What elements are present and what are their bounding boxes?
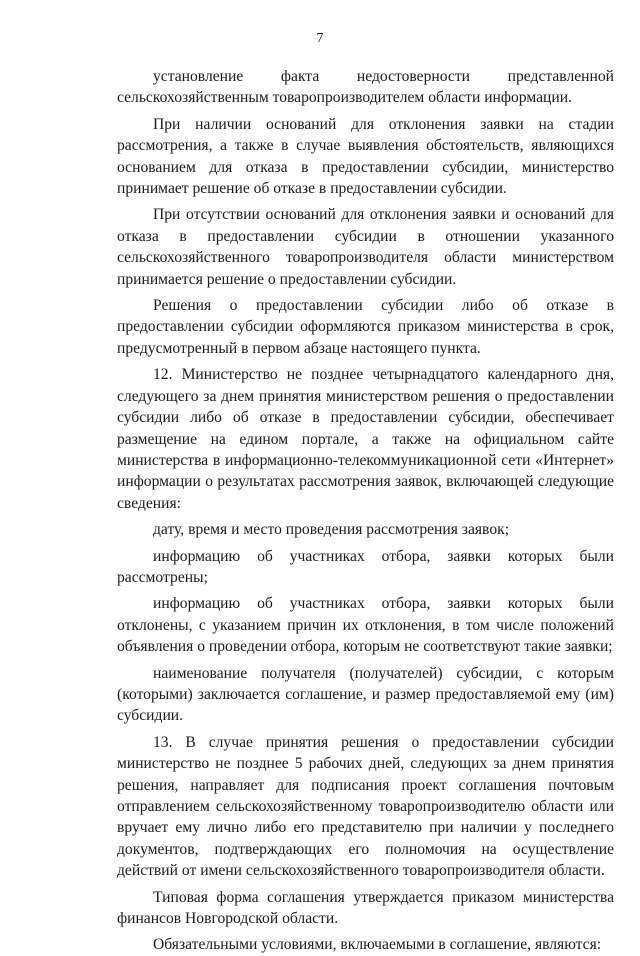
paragraph: установление факта недостоверности представленной сельскохозяйственным товаропроизводителем области информации. [117,68,614,107]
paragraph: 12. Министерство не позднее четырнадцатого календарного дня, следующего за днем принятия министерством решения о предоставлении субсидии либо об отказе в предоставлении субсидии, обеспечивает размещение на едином портале, а также на официальном сайте министерства в информационно-телекоммуникационной сети «Интернет» информации о результатах рассмотрения заявок, включающей следующие сведения: [117,366,614,512]
paragraph: Решения о предоставлении субсидии либо об отказе в предоставлении субсидии оформляются приказом министерства в срок, предусмотренный в первом абзаце настоящего пункта. [117,297,614,357]
paragraph: дату, время и место проведения рассмотрения заявок; [153,521,510,539]
paragraph: наименование получателя (получателей) субсидии, с которым (которыми) заключается соглашение, и размер предоставляемой ему (им) субсидии. [117,664,614,725]
paragraph: Типовая форма соглашения утверждается приказом министерства финансов Новгородской области. [117,888,614,928]
page-number: 7 [316,31,324,46]
document-body [117,66,614,956]
paragraph: При отсутствии оснований для отклонения заявки и оснований для отказа в предоставлении субсидии в отношении указанного сельскохозяйственного товаропроизводителя области министерством принимается решение о предоставлении субсидии. [117,206,614,288]
paragraph: Обязательными условиями, включаемыми в соглашение, являются: [153,936,602,954]
paragraph: информацию об участниках отбора, заявки которых были отклонены, с указанием причин их отклонения, в том числе положений объявления о проведении отбора, которым не соответствуют такие заявки; [117,595,614,656]
paragraph: При наличии оснований для отклонения заявки на стадии рассмотрения, а также в случае выявления обстоятельств, являющихся основанием для отказа в предоставлении субсидии, министерство принимает решение об отказе в предоставлении субсидии. [117,115,614,198]
paragraph: информацию об участниках отбора, заявки которых были рассмотрены; [117,547,614,586]
paragraph: 13. В случае принятия решения о предоставлении субсидии министерство не позднее 5 рабочих дней, следующих за днем принятия решения, направляет для подписания проект соглашения почтовым отправлением сельскохозяйственному товаропроизводителю области или вручает ему лично либо его представителю при наличии у последнего документов, подтверждающих его полномочия на осуществление действий от имени сельскохозяйственного товаропроизводителя области. [117,733,614,880]
